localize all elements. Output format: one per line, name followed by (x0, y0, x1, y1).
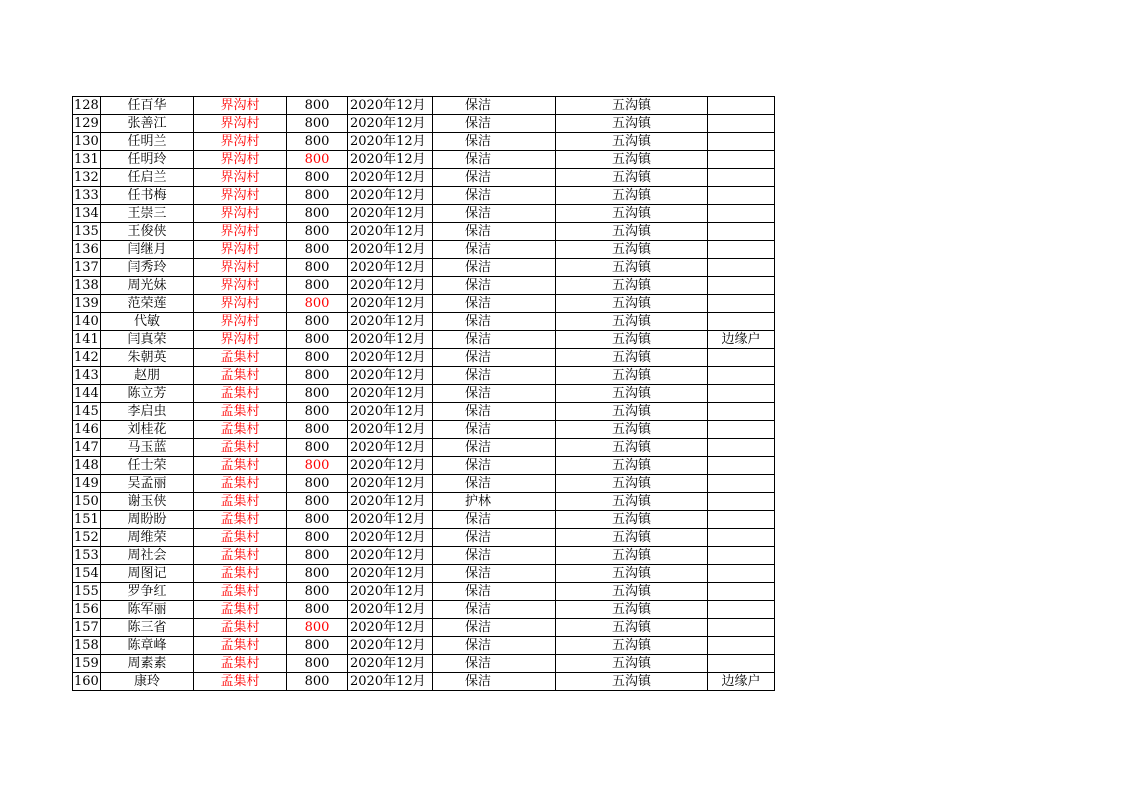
village-cell[interactable]: 界沟村 (194, 97, 287, 115)
table-row (73, 403, 775, 421)
town-cell[interactable]: 五沟镇 (556, 151, 708, 169)
note-cell[interactable] (708, 277, 775, 295)
amount-cell[interactable]: 800 (287, 295, 348, 313)
village-cell[interactable]: 界沟村 (194, 259, 287, 277)
row-number-cell[interactable]: 159 (74, 656, 99, 671)
note-cell[interactable] (708, 205, 775, 223)
amount-cell[interactable]: 800 (287, 403, 348, 421)
table-row (73, 619, 775, 637)
date-cell[interactable]: 2020年12月 (348, 583, 433, 601)
village-cell[interactable]: 孟集村 (194, 655, 287, 673)
job-cell[interactable]: 保洁 (433, 457, 556, 475)
village-cell[interactable]: 孟集村 (194, 457, 287, 475)
row-number-cell[interactable]: 132 (74, 170, 99, 185)
date-cell[interactable]: 2020年12月 (348, 223, 433, 241)
town-cell[interactable]: 五沟镇 (556, 601, 708, 619)
job-cell[interactable]: 保洁 (433, 241, 556, 259)
town-cell[interactable]: 五沟镇 (556, 169, 708, 187)
amount-cell[interactable]: 800 (287, 493, 348, 511)
name-cell[interactable]: 罗争红 (101, 583, 194, 601)
note-cell[interactable] (708, 241, 775, 259)
amount-cell[interactable]: 800 (287, 475, 348, 493)
village-cell[interactable]: 孟集村 (194, 601, 287, 619)
amount-cell[interactable]: 800 (287, 637, 348, 655)
note-cell[interactable] (708, 457, 775, 475)
village-cell[interactable]: 孟集村 (194, 493, 287, 511)
date-cell[interactable]: 2020年12月 (348, 259, 433, 277)
name-cell[interactable]: 陈立芳 (101, 385, 194, 403)
town-cell[interactable]: 五沟镇 (556, 403, 708, 421)
note-cell[interactable] (708, 169, 775, 187)
job-cell[interactable]: 保洁 (433, 421, 556, 439)
village-cell[interactable]: 孟集村 (194, 637, 287, 655)
table-row (73, 673, 775, 691)
amount-cell[interactable]: 800 (287, 349, 348, 367)
row-number-cell[interactable]: 149 (74, 476, 99, 491)
village-cell[interactable]: 界沟村 (194, 277, 287, 295)
table-row (73, 133, 775, 151)
town-cell[interactable]: 五沟镇 (556, 673, 708, 691)
date-cell[interactable]: 2020年12月 (348, 601, 433, 619)
amount-cell[interactable]: 800 (287, 277, 348, 295)
town-cell[interactable]: 五沟镇 (556, 223, 708, 241)
job-cell[interactable]: 保洁 (433, 133, 556, 151)
date-cell[interactable]: 2020年12月 (348, 655, 433, 673)
table-row (73, 223, 775, 241)
table-row (73, 367, 775, 385)
note-cell[interactable] (708, 565, 775, 583)
note-cell[interactable] (708, 475, 775, 493)
town-cell[interactable]: 五沟镇 (556, 205, 708, 223)
village-cell[interactable]: 孟集村 (194, 529, 287, 547)
town-cell[interactable]: 五沟镇 (556, 277, 708, 295)
date-cell[interactable]: 2020年12月 (348, 403, 433, 421)
name-cell[interactable]: 康玲 (101, 673, 194, 691)
village-cell[interactable]: 孟集村 (194, 385, 287, 403)
row-number-cell[interactable]: 154 (74, 566, 99, 581)
name-cell[interactable]: 张善江 (101, 115, 194, 133)
date-cell[interactable]: 2020年12月 (348, 277, 433, 295)
name-cell[interactable]: 陈章峰 (101, 637, 194, 655)
name-cell[interactable]: 任士荣 (101, 457, 194, 475)
name-cell[interactable]: 周素素 (101, 655, 194, 673)
table-row (73, 241, 775, 259)
date-cell[interactable]: 2020年12月 (348, 439, 433, 457)
name-cell[interactable]: 任明玲 (101, 151, 194, 169)
job-cell[interactable]: 保洁 (433, 529, 556, 547)
amount-cell[interactable]: 800 (287, 115, 348, 133)
job-cell[interactable]: 保洁 (433, 205, 556, 223)
note-cell[interactable] (708, 313, 775, 331)
job-cell[interactable]: 护林 (433, 493, 556, 511)
town-cell[interactable]: 五沟镇 (556, 367, 708, 385)
amount-cell[interactable]: 800 (287, 673, 348, 691)
village-cell[interactable]: 界沟村 (194, 115, 287, 133)
name-cell[interactable]: 周维荣 (101, 529, 194, 547)
row-number-cell[interactable]: 144 (74, 386, 99, 401)
village-cell[interactable]: 界沟村 (194, 133, 287, 151)
table-row (73, 457, 775, 475)
name-cell[interactable]: 任启兰 (101, 169, 194, 187)
name-cell[interactable]: 任百华 (101, 97, 194, 115)
amount-cell[interactable]: 800 (287, 241, 348, 259)
name-cell[interactable]: 代敏 (101, 313, 194, 331)
row-number-cell[interactable]: 141 (74, 332, 99, 347)
town-cell[interactable]: 五沟镇 (556, 637, 708, 655)
amount-cell[interactable]: 800 (287, 205, 348, 223)
table-row (73, 565, 775, 583)
job-cell[interactable]: 保洁 (433, 547, 556, 565)
note-cell[interactable] (708, 385, 775, 403)
town-cell[interactable]: 五沟镇 (556, 565, 708, 583)
amount-cell[interactable]: 800 (287, 385, 348, 403)
village-cell[interactable]: 界沟村 (194, 223, 287, 241)
row-number-cell[interactable]: 152 (74, 530, 99, 545)
town-cell[interactable]: 五沟镇 (556, 259, 708, 277)
note-cell[interactable] (708, 151, 775, 169)
date-cell[interactable]: 2020年12月 (348, 97, 433, 115)
name-cell[interactable]: 谢玉侠 (101, 493, 194, 511)
table-row (73, 529, 775, 547)
town-cell[interactable]: 五沟镇 (556, 97, 708, 115)
note-cell[interactable] (708, 97, 775, 115)
table-row (73, 493, 775, 511)
job-cell[interactable]: 保洁 (433, 169, 556, 187)
village-cell[interactable]: 界沟村 (194, 331, 287, 349)
job-cell[interactable]: 保洁 (433, 619, 556, 637)
town-cell[interactable]: 五沟镇 (556, 313, 708, 331)
row-number-cell[interactable]: 150 (74, 494, 99, 509)
date-cell[interactable]: 2020年12月 (348, 421, 433, 439)
date-cell[interactable]: 2020年12月 (348, 115, 433, 133)
village-cell[interactable]: 界沟村 (194, 187, 287, 205)
town-cell[interactable]: 五沟镇 (556, 421, 708, 439)
date-cell[interactable]: 2020年12月 (348, 349, 433, 367)
table-row (73, 295, 775, 313)
row-number-cell[interactable]: 158 (74, 638, 99, 653)
row-number-cell[interactable]: 160 (74, 674, 99, 689)
amount-cell[interactable]: 800 (287, 97, 348, 115)
village-cell[interactable]: 界沟村 (194, 151, 287, 169)
row-number-cell[interactable]: 139 (74, 296, 99, 311)
table-row (73, 259, 775, 277)
amount-cell[interactable]: 800 (287, 565, 348, 583)
table-row (73, 97, 775, 115)
row-number-cell[interactable]: 148 (74, 458, 99, 473)
note-cell[interactable] (708, 655, 775, 673)
date-cell[interactable]: 2020年12月 (348, 511, 433, 529)
table-row (73, 313, 775, 331)
amount-cell[interactable]: 800 (287, 151, 348, 169)
job-cell[interactable]: 保洁 (433, 151, 556, 169)
note-cell[interactable] (708, 403, 775, 421)
job-cell[interactable]: 保洁 (433, 565, 556, 583)
date-cell[interactable]: 2020年12月 (348, 151, 433, 169)
payroll-table (72, 96, 775, 691)
note-cell[interactable] (708, 223, 775, 241)
date-cell[interactable]: 2020年12月 (348, 565, 433, 583)
village-cell[interactable]: 界沟村 (194, 313, 287, 331)
amount-cell[interactable]: 800 (287, 259, 348, 277)
note-cell[interactable] (708, 187, 775, 205)
village-cell[interactable]: 孟集村 (194, 511, 287, 529)
name-cell[interactable]: 周图记 (101, 565, 194, 583)
table-row (73, 637, 775, 655)
village-cell[interactable]: 界沟村 (194, 205, 287, 223)
job-cell[interactable]: 保洁 (433, 295, 556, 313)
job-cell[interactable]: 保洁 (433, 187, 556, 205)
note-cell[interactable] (708, 637, 775, 655)
row-number-cell[interactable]: 138 (74, 278, 99, 293)
table-row (73, 151, 775, 169)
job-cell[interactable]: 保洁 (433, 223, 556, 241)
town-cell[interactable]: 五沟镇 (556, 349, 708, 367)
date-cell[interactable]: 2020年12月 (348, 313, 433, 331)
table-row (73, 511, 775, 529)
date-cell[interactable]: 2020年12月 (348, 169, 433, 187)
table-row (73, 115, 775, 133)
name-cell[interactable]: 周光妹 (101, 277, 194, 295)
row-number-cell[interactable]: 142 (74, 350, 99, 365)
town-cell[interactable]: 五沟镇 (556, 655, 708, 673)
note-cell[interactable] (708, 583, 775, 601)
row-number-cell[interactable]: 145 (74, 404, 99, 419)
date-cell[interactable]: 2020年12月 (348, 133, 433, 151)
table-row (73, 475, 775, 493)
note-cell[interactable] (708, 511, 775, 529)
table-row (73, 421, 775, 439)
row-number-cell[interactable]: 129 (74, 116, 99, 131)
town-cell[interactable]: 五沟镇 (556, 295, 708, 313)
name-cell[interactable]: 闫继月 (101, 241, 194, 259)
row-number-cell[interactable]: 147 (74, 440, 99, 455)
table-row (73, 187, 775, 205)
village-cell[interactable]: 孟集村 (194, 475, 287, 493)
row-number-cell[interactable]: 136 (74, 242, 99, 257)
town-cell[interactable]: 五沟镇 (556, 187, 708, 205)
row-number-cell[interactable]: 153 (74, 548, 99, 563)
note-cell[interactable] (708, 367, 775, 385)
town-cell[interactable]: 五沟镇 (556, 133, 708, 151)
name-cell[interactable]: 任明兰 (101, 133, 194, 151)
note-cell[interactable] (708, 295, 775, 313)
amount-cell[interactable]: 800 (287, 331, 348, 349)
job-cell[interactable]: 保洁 (433, 385, 556, 403)
village-cell[interactable]: 孟集村 (194, 367, 287, 385)
table-row (73, 583, 775, 601)
job-cell[interactable]: 保洁 (433, 367, 556, 385)
village-cell[interactable]: 孟集村 (194, 439, 287, 457)
job-cell[interactable]: 保洁 (433, 331, 556, 349)
village-cell[interactable]: 孟集村 (194, 421, 287, 439)
amount-cell[interactable]: 800 (287, 223, 348, 241)
row-number-cell[interactable]: 151 (74, 512, 99, 527)
note-cell[interactable] (708, 259, 775, 277)
row-number-cell[interactable]: 130 (74, 134, 99, 149)
date-cell[interactable]: 2020年12月 (348, 493, 433, 511)
amount-cell[interactable]: 800 (287, 529, 348, 547)
amount-cell[interactable]: 800 (287, 583, 348, 601)
job-cell[interactable]: 保洁 (433, 583, 556, 601)
job-cell[interactable]: 保洁 (433, 439, 556, 457)
name-cell[interactable]: 朱朝英 (101, 349, 194, 367)
row-number-cell[interactable]: 135 (74, 224, 99, 239)
row-number-cell[interactable]: 143 (74, 368, 99, 383)
town-cell[interactable]: 五沟镇 (556, 475, 708, 493)
town-cell[interactable]: 五沟镇 (556, 385, 708, 403)
village-cell[interactable]: 孟集村 (194, 583, 287, 601)
village-cell[interactable]: 孟集村 (194, 349, 287, 367)
name-cell[interactable]: 陈军丽 (101, 601, 194, 619)
table-row (73, 277, 775, 295)
amount-cell[interactable]: 800 (287, 655, 348, 673)
village-cell[interactable]: 界沟村 (194, 295, 287, 313)
amount-cell[interactable]: 800 (287, 601, 348, 619)
amount-cell[interactable]: 800 (287, 313, 348, 331)
note-cell[interactable] (708, 421, 775, 439)
table-row (73, 331, 775, 349)
name-cell[interactable]: 闫秀玲 (101, 259, 194, 277)
name-cell[interactable]: 王俊侠 (101, 223, 194, 241)
name-cell[interactable]: 刘桂花 (101, 421, 194, 439)
village-cell[interactable]: 孟集村 (194, 547, 287, 565)
date-cell[interactable]: 2020年12月 (348, 295, 433, 313)
row-number-cell[interactable]: 133 (74, 188, 99, 203)
village-cell[interactable]: 孟集村 (194, 565, 287, 583)
job-cell[interactable]: 保洁 (433, 259, 556, 277)
amount-cell[interactable]: 800 (287, 619, 348, 637)
note-cell[interactable]: 边缘户 (708, 673, 775, 691)
row-number-cell[interactable]: 146 (74, 422, 99, 437)
village-cell[interactable]: 界沟村 (194, 241, 287, 259)
amount-cell[interactable]: 800 (287, 133, 348, 151)
amount-cell[interactable]: 800 (287, 367, 348, 385)
note-cell[interactable] (708, 547, 775, 565)
row-number-cell[interactable]: 131 (74, 152, 99, 167)
job-cell[interactable]: 保洁 (433, 349, 556, 367)
table-row (73, 349, 775, 367)
town-cell[interactable]: 五沟镇 (556, 493, 708, 511)
date-cell[interactable]: 2020年12月 (348, 457, 433, 475)
job-cell[interactable]: 保洁 (433, 637, 556, 655)
village-cell[interactable]: 孟集村 (194, 673, 287, 691)
date-cell[interactable]: 2020年12月 (348, 673, 433, 691)
table-row (73, 169, 775, 187)
town-cell[interactable]: 五沟镇 (556, 547, 708, 565)
date-cell[interactable]: 2020年12月 (348, 619, 433, 637)
job-cell[interactable]: 保洁 (433, 655, 556, 673)
town-cell[interactable]: 五沟镇 (556, 511, 708, 529)
job-cell[interactable]: 保洁 (433, 115, 556, 133)
date-cell[interactable]: 2020年12月 (348, 637, 433, 655)
date-cell[interactable]: 2020年12月 (348, 331, 433, 349)
village-cell[interactable]: 孟集村 (194, 403, 287, 421)
date-cell[interactable]: 2020年12月 (348, 547, 433, 565)
table-row (73, 205, 775, 223)
row-number-cell[interactable]: 128 (74, 98, 99, 113)
table-row (73, 601, 775, 619)
table-row (73, 547, 775, 565)
amount-cell[interactable]: 800 (287, 169, 348, 187)
town-cell[interactable]: 五沟镇 (556, 583, 708, 601)
town-cell[interactable]: 五沟镇 (556, 619, 708, 637)
amount-cell[interactable]: 800 (287, 421, 348, 439)
note-cell[interactable] (708, 619, 775, 637)
village-cell[interactable]: 孟集村 (194, 619, 287, 637)
town-cell[interactable]: 五沟镇 (556, 331, 708, 349)
job-cell[interactable]: 保洁 (433, 511, 556, 529)
row-number-cell[interactable]: 140 (74, 314, 99, 329)
date-cell[interactable]: 2020年12月 (348, 385, 433, 403)
job-cell[interactable]: 保洁 (433, 97, 556, 115)
note-cell[interactable] (708, 529, 775, 547)
note-cell[interactable] (708, 439, 775, 457)
job-cell[interactable]: 保洁 (433, 277, 556, 295)
row-number-cell[interactable]: 157 (74, 620, 99, 635)
name-cell[interactable]: 陈三省 (101, 619, 194, 637)
row-number-cell[interactable]: 137 (74, 260, 99, 275)
job-cell[interactable]: 保洁 (433, 313, 556, 331)
date-cell[interactable]: 2020年12月 (348, 529, 433, 547)
town-cell[interactable]: 五沟镇 (556, 241, 708, 259)
table-body (73, 97, 775, 691)
town-cell[interactable]: 五沟镇 (556, 439, 708, 457)
name-cell[interactable]: 闫真荣 (101, 331, 194, 349)
name-cell[interactable]: 马玉蓝 (101, 439, 194, 457)
date-cell[interactable]: 2020年12月 (348, 475, 433, 493)
date-cell[interactable]: 2020年12月 (348, 241, 433, 259)
table-row (73, 655, 775, 673)
note-cell[interactable] (708, 349, 775, 367)
name-cell[interactable]: 王崇三 (101, 205, 194, 223)
row-number-cell[interactable]: 156 (74, 602, 99, 617)
note-cell[interactable]: 边缘户 (708, 331, 775, 349)
amount-cell[interactable]: 800 (287, 187, 348, 205)
date-cell[interactable]: 2020年12月 (348, 187, 433, 205)
job-cell[interactable]: 保洁 (433, 673, 556, 691)
row-number-cell[interactable]: 134 (74, 206, 99, 221)
note-cell[interactable] (708, 115, 775, 133)
note-cell[interactable] (708, 493, 775, 511)
name-cell[interactable]: 赵朋 (101, 367, 194, 385)
date-cell[interactable]: 2020年12月 (348, 367, 433, 385)
name-cell[interactable]: 任书梅 (101, 187, 194, 205)
date-cell[interactable]: 2020年12月 (348, 205, 433, 223)
name-cell[interactable]: 李启虫 (101, 403, 194, 421)
job-cell[interactable]: 保洁 (433, 403, 556, 421)
town-cell[interactable]: 五沟镇 (556, 529, 708, 547)
job-cell[interactable]: 保洁 (433, 601, 556, 619)
village-cell[interactable]: 界沟村 (194, 169, 287, 187)
town-cell[interactable]: 五沟镇 (556, 115, 708, 133)
job-cell[interactable]: 保洁 (433, 475, 556, 493)
row-number-cell[interactable]: 155 (74, 584, 99, 599)
amount-cell[interactable]: 800 (287, 439, 348, 457)
note-cell[interactable] (708, 601, 775, 619)
town-cell[interactable]: 五沟镇 (556, 457, 708, 475)
amount-cell[interactable]: 800 (287, 547, 348, 565)
amount-cell[interactable]: 800 (287, 511, 348, 529)
table-row (73, 439, 775, 457)
table-row (73, 385, 775, 403)
name-cell[interactable]: 范荣莲 (101, 295, 194, 313)
name-cell[interactable]: 周盼盼 (101, 511, 194, 529)
note-cell[interactable] (708, 133, 775, 151)
amount-cell[interactable]: 800 (287, 457, 348, 475)
name-cell[interactable]: 吴孟丽 (101, 475, 194, 493)
name-cell[interactable]: 周社会 (101, 547, 194, 565)
